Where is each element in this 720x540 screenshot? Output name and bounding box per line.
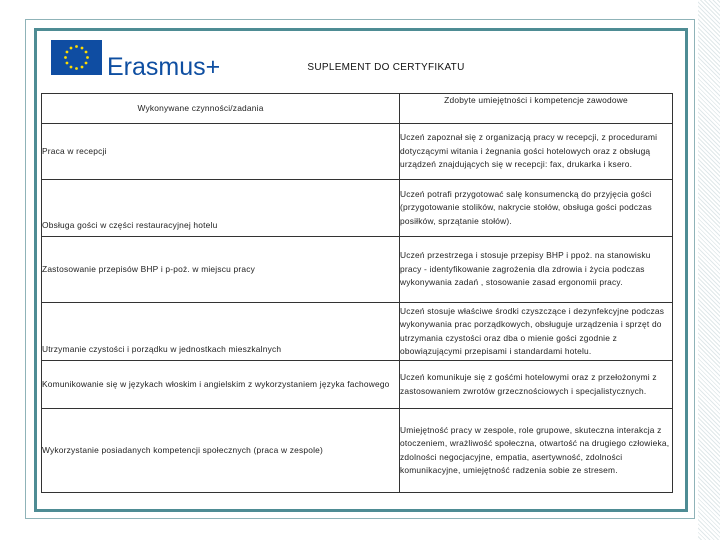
table-header-row: [42, 94, 673, 124]
header-skills: Zdobyte umiejętności i kompetencje zawodowe: [400, 94, 673, 124]
eu-star-icon: [86, 56, 89, 59]
eu-star-icon: [70, 47, 73, 50]
task-cell: Wykorzystanie posiadanych kompetencji społecznych (praca w zespole): [42, 409, 400, 493]
document-title: SUPLEMENT DO CERTYFIKATU: [307, 62, 465, 73]
eu-star-icon: [85, 51, 88, 54]
header-tasks: Wykonywane czynności/zadania: [42, 94, 400, 124]
skill-cell: Uczeń potrafi przygotować salę konsumencką do przyjęcia gości (przygotowanie stolików, nakrycie stołów, obsługa gości podczas posiłków, sprzątanie stołów).: [400, 180, 673, 237]
task-cell: Zastosowanie przepisów BHP i p-poż. w miejscu pracy: [42, 237, 400, 303]
task-cell: Obsługa gości w części restauracyjnej hotelu: [42, 180, 400, 237]
table-row: [42, 303, 673, 361]
eu-star-icon: [81, 47, 84, 50]
eu-star-icon: [64, 56, 67, 59]
skill-cell: Uczeń przestrzega i stosuje przepisy BHP i ppoż. na stanowisku pracy - identyfikowanie zagrożenia dla zdrowia i życia podczas wykonywania zadań , stosowanie zasad ergonomii pracy.: [400, 237, 673, 303]
eu-star-icon: [66, 51, 69, 54]
table-row: [42, 237, 673, 303]
task-cell: Praca w recepcji: [42, 124, 400, 180]
table-row: [42, 180, 673, 237]
eu-star-icon: [75, 45, 78, 48]
side-decoration: [698, 0, 720, 540]
skill-cell: Uczeń komunikuje się z gośćmi hotelowymi oraz z przełożonymi z zastosowaniem zwrotów grzecznościowych i specjalistycznych.: [400, 361, 673, 409]
skill-cell: Uczeń stosuje właściwe środki czyszczące i dezynfekcyjne podczas wykonywania prac porządkowych, obsługuje urządzenia i sprzęt do utrzymania czystości oraz dba o mienie gości zgodnie z obowiązującymi przepisami i standardami hotelu.: [400, 303, 673, 361]
table-row: [42, 409, 673, 493]
skill-cell: Uczeń zapoznał się z organizacją pracy w recepcji, z procedurami dotyczącymi witania i żegnania gości hotelowych oraz z obsługą urządzeń znajdujących się w recepcji: fax, drukarka i ksero.: [400, 124, 673, 180]
task-cell: Komunikowanie się w językach włoskim i angielskim z wykorzystaniem języka fachowego: [42, 361, 400, 409]
logo-text: Erasmus+: [107, 53, 221, 80]
erasmus-logo: [51, 40, 226, 80]
table-row: [42, 124, 673, 180]
certificate-table: [41, 93, 673, 493]
task-cell: Utrzymanie czystości i porządku w jednostkach mieszkalnych: [42, 303, 400, 361]
table-row: [42, 361, 673, 409]
skill-cell: Umiejętność pracy w zespole, role grupowe, skuteczna interakcja z otoczeniem, wrażliwość społeczna, otwartość na drugiego człowieka, zdolności negocjacyjne, empatia, asertywność, zdolności komunikacyjne, umiejętność radzenia sobie ze stresem.: [400, 409, 673, 493]
